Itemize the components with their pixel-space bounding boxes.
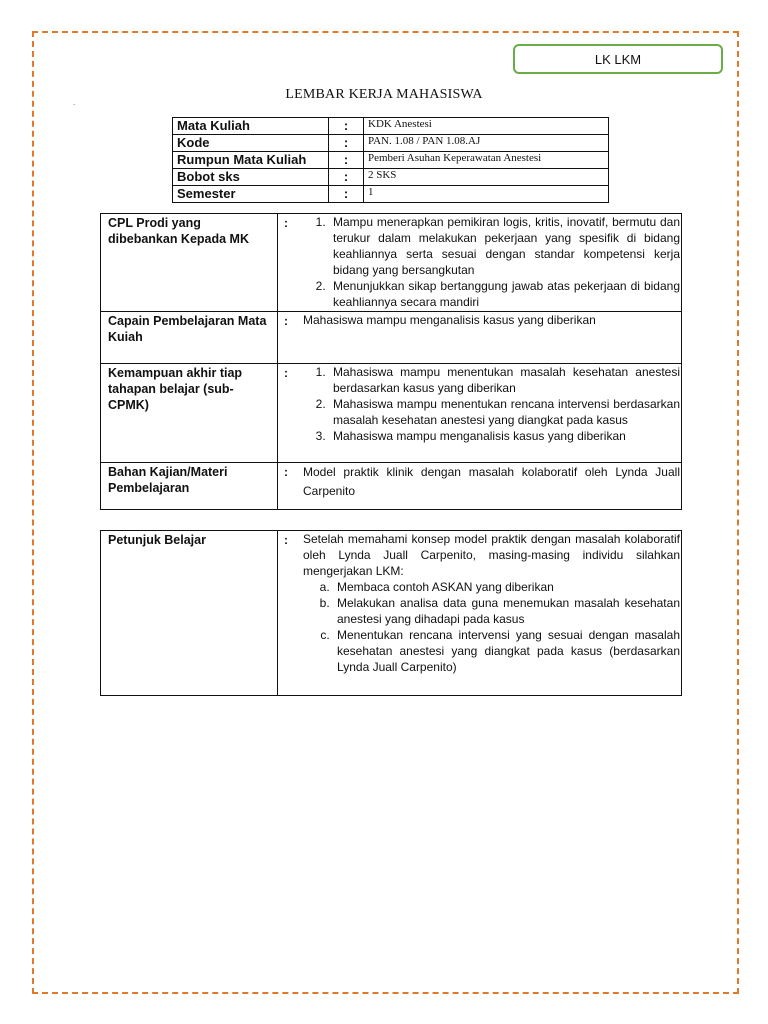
row-cpmk bbox=[101, 312, 682, 364]
info-value: Pemberi Asuhan Keperawatan Anestesi bbox=[364, 152, 609, 169]
info-separator: : bbox=[329, 118, 364, 135]
info-separator: : bbox=[329, 135, 364, 152]
info-row-semester bbox=[173, 186, 609, 203]
petunjuk-value bbox=[303, 531, 682, 696]
petunjuk-item: b. Melakukan analisa data guna menemukan masalah kesehatan anestesi yang dihadapi pada kasus bbox=[333, 595, 680, 627]
cpmk-label: Capain Pembelajaran Mata Kuiah bbox=[101, 312, 278, 364]
petunjuk-label: Petunjuk Belajar bbox=[101, 531, 278, 696]
info-label: Bobot sks bbox=[173, 169, 329, 186]
info-row-rumpun bbox=[173, 152, 609, 169]
sub-cpmk-label: Kemampuan akhir tiap tahapan belajar (sub-CPMK) bbox=[101, 364, 278, 463]
sub-cpmk-item: 2. Mahasiswa mampu menentukan rencana intervensi berdasarkan masalah kesehatan anestesi yang diangkat pada kasus bbox=[329, 396, 680, 428]
petunjuk-separator: : bbox=[278, 531, 304, 696]
learning-outcomes-table bbox=[100, 213, 682, 510]
info-separator: : bbox=[329, 169, 364, 186]
cpl-item: 2. Menunjukkan sikap bertanggung jawab atas pekerjaan di bidang keahliannya secara mandiri bbox=[329, 278, 680, 310]
course-info-table bbox=[172, 117, 609, 203]
petunjuk-item: c. Menentukan rencana intervensi yang sesuai dengan masalah kesehatan anestesi yang diangkat pada kasus (berdasarkan Lynda Juall Carpenito) bbox=[333, 627, 680, 675]
info-separator: : bbox=[329, 186, 364, 203]
info-value: 2 SKS bbox=[364, 169, 609, 186]
info-label: Mata Kuliah bbox=[173, 118, 329, 135]
row-cpl bbox=[101, 214, 682, 312]
petunjuk-intro: Setelah memahami konsep model praktik dengan masalah kolaboratif oleh Lynda Juall Carpenito, masing-masing individu silahkan mengerjakan LKM: bbox=[303, 532, 680, 578]
sub-cpmk-value bbox=[303, 364, 682, 463]
info-label: Rumpun Mata Kuliah bbox=[173, 152, 329, 169]
info-separator: : bbox=[329, 152, 364, 169]
bahan-label: Bahan Kajian/Materi Pembelajaran bbox=[101, 463, 278, 510]
cpmk-separator: : bbox=[278, 312, 304, 364]
cpmk-text: Mahasiswa mampu menganalisis kasus yang diberikan bbox=[303, 313, 596, 327]
bahan-separator: : bbox=[278, 463, 304, 510]
info-value: 1 bbox=[364, 186, 609, 203]
cpl-list bbox=[303, 214, 680, 310]
cpl-item: 1. Mampu menerapkan pemikiran logis, kritis, inovatif, bermutu dan terukur dalam melakukan pekerjaan yang spesifik di bidang keahliannya serta sesuai dengan standar kompetensi kerja bidang yang bersangkutan bbox=[329, 214, 680, 278]
bahan-value bbox=[303, 463, 682, 510]
info-value: KDK Anestesi bbox=[364, 118, 609, 135]
info-row-bobot bbox=[173, 169, 609, 186]
sub-cpmk-separator: : bbox=[278, 364, 304, 463]
row-bahan-kajian bbox=[101, 463, 682, 510]
study-guide-table bbox=[100, 530, 682, 696]
document-title: LEMBAR KERJA MAHASISWA bbox=[285, 87, 483, 102]
info-row-mata-kuliah bbox=[173, 118, 609, 135]
sub-cpmk-list bbox=[303, 364, 680, 444]
row-sub-cpmk bbox=[101, 364, 682, 463]
petunjuk-list bbox=[303, 579, 680, 675]
sub-cpmk-item: 1. Mahasiswa mampu menentukan masalah kesehatan anestesi berdasarkan kasus yang diberikan bbox=[329, 364, 680, 396]
cpmk-value bbox=[303, 312, 682, 364]
cpl-separator: : bbox=[278, 214, 304, 312]
cpl-label: CPL Prodi yang dibebankan Kepada MK bbox=[101, 214, 278, 312]
petunjuk-item: a. Membaca contoh ASKAN yang diberikan bbox=[333, 579, 680, 595]
cpl-value bbox=[303, 214, 682, 312]
info-row-kode bbox=[173, 135, 609, 152]
info-value: PAN. 1.08 / PAN 1.08.AJ bbox=[364, 135, 609, 152]
info-label: Semester bbox=[173, 186, 329, 203]
stray-dot: . bbox=[73, 98, 76, 107]
info-label: Kode bbox=[173, 135, 329, 152]
row-petunjuk bbox=[101, 531, 682, 696]
lk-lkm-badge: LK LKM bbox=[513, 44, 723, 74]
bahan-text: Model praktik klinik dengan masalah kolaboratif oleh Lynda Juall Carpenito bbox=[303, 465, 680, 498]
sub-cpmk-item: 3. Mahasiswa mampu menganalisis kasus yang diberikan bbox=[329, 428, 680, 444]
